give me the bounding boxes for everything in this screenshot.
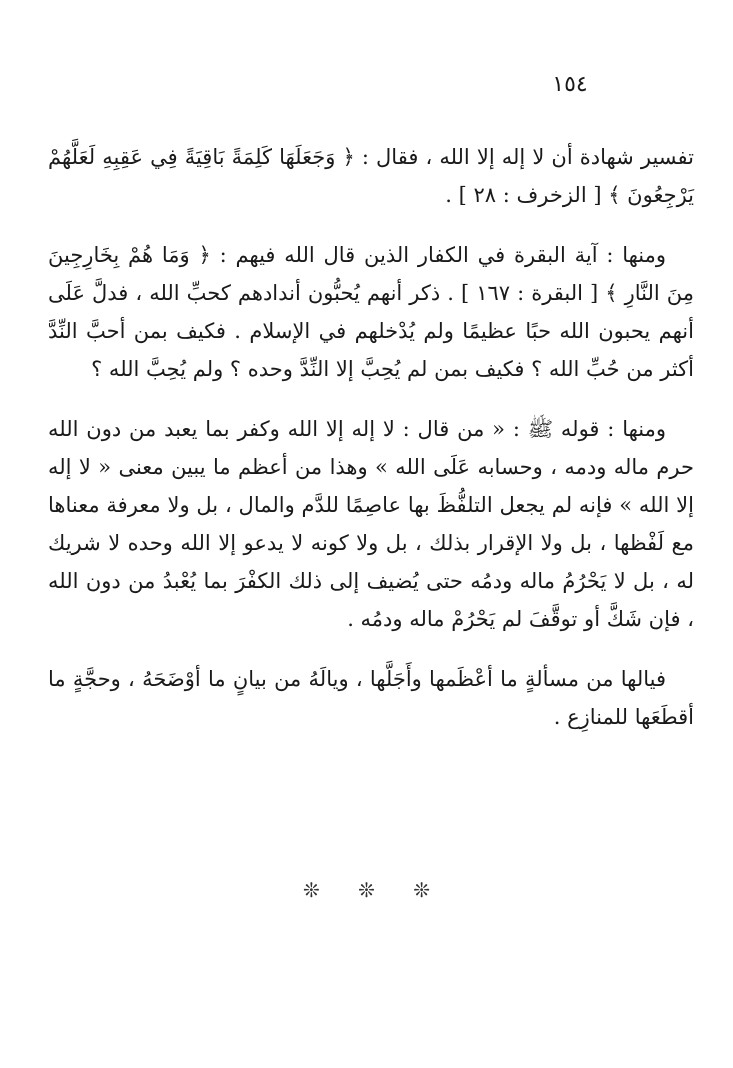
paragraph-baqarah: ومنها : آية البقرة في الكفار الذين قال الله فيهم : ﴿ وَمَا هُمْ بِخَارِجِينَ مِنَ النَّارِ ﴾ [ البقرة : ١٦٧ ] . ذكر أنهم يُحبُّون أندادهم كحبِّ الله ، فدلَّ عَلَى أنهم يحبون الله حبًا عظيمًا ولم يُدْخلهم في الإسلام . فكيف بمن أحبَّ النِّدَّ أكثر من حُبِّ الله ؟ فكيف بمن لم يُحِبَّ إلا النِّدَّ وحده ؟ ولم يُحِبَّ الله ؟	[48, 243, 694, 381]
paragraph-conclusion: فيالها من مسألةٍ ما أعْظَمها وأَجَلَّها ، ويالَهُ من بيانٍ ما أوْضَحَهُ ، وحجَّةٍ ما أقطَعَها للمنازِع .	[48, 667, 694, 729]
page-body	[48, 138, 694, 758]
paragraph-hadith: ومنها : قوله ﷺ : « من قال : لا إله إلا الله وكفر بما يعبد من دون الله حرم ماله ودمه ، وحسابه عَلَى الله » وهذا من أعظم ما يبين معنى « لا إله إلا الله » فإنه لم يجعل التلفُّظَ بها عاصِمًا للدَّم والمال ، بل ولا معرفة معناها مع لَفْظها ، بل ولا الإقرار بذلك ، بل ولا كونه لا يدعو إلا الله وحده لا شريك له ، بل لا يَحْرُمُ ماله ودمُه حتى يُضيف إلى ذلك الكفْرَ بما يُعْبدُ من دون الله ، فإن شَكَّ أو توقَّفَ لم يَحْرُمْ ماله ودمُه .	[48, 417, 694, 631]
asterism-icon: ❊	[358, 878, 375, 902]
asterism-icon: ❊	[413, 878, 430, 902]
page-number: ١٥٤	[552, 72, 588, 97]
section-separator	[0, 878, 733, 902]
asterism-icon: ❊	[302, 878, 320, 902]
paragraph-tafsir: تفسير شهادة أن لا إله إلا الله ، فقال : ﴿ وَجَعَلَهَا كَلِمَةً بَاقِيَةً فِي عَقِبِهِ لَعَلَّهُمْ يَرْجِعُونَ ﴾ [ الزخرف : ٢٨ ] .	[48, 145, 694, 207]
